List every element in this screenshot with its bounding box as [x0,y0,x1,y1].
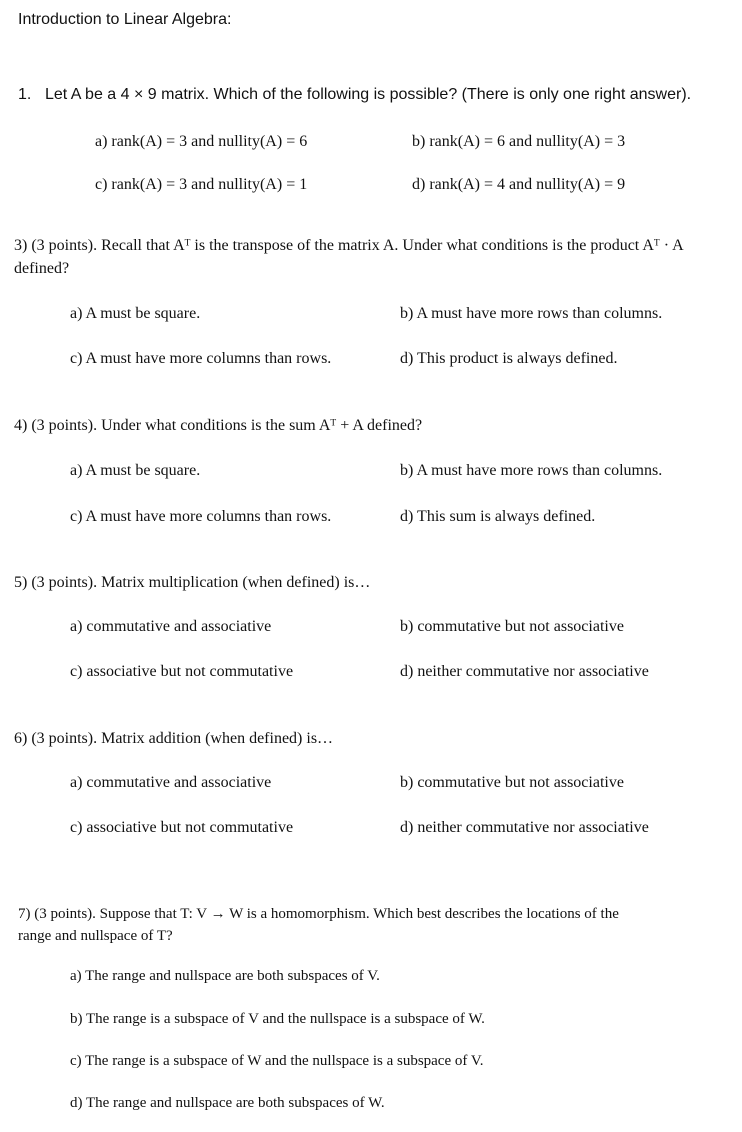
question-3-option-b[interactable]: b) A must have more rows than columns. [400,305,663,322]
question-6-prompt: 6) (3 points). Matrix addition (when defined) is… [14,730,334,747]
question-7-prompt-line-2: range and nullspace of T? [18,928,173,944]
question-6-option-c[interactable]: c) associative but not commutative [70,819,294,836]
question-3-option-d[interactable]: d) This product is always defined. [400,350,618,367]
question-3-option-c[interactable]: c) A must have more columns than rows. [70,350,332,367]
question-3-option-a[interactable]: a) A must be square. [70,305,201,322]
question-1-prompt: Let A be a 4 × 9 matrix. Which of the following is possible? (There is only one right answer). [45,86,692,103]
question-3-prompt-line-1: 3) (3 points). Recall that Aᵀ is the transpose of the matrix A. Under what conditions is the product Aᵀ · A [14,237,684,254]
question-1-option-c[interactable]: c) rank(A) = 3 and nullity(A) = 1 [95,176,308,193]
question-5-prompt: 5) (3 points). Matrix multiplication (when defined) is… [14,574,371,591]
question-4-option-a[interactable]: a) A must be square. [70,462,201,479]
question-5-option-c[interactable]: c) associative but not commutative [70,663,294,680]
question-7-option-a[interactable]: a) The range and nullspace are both subspaces of V. [70,968,380,984]
question-7-option-d[interactable]: d) The range and nullspace are both subspaces of W. [70,1095,385,1111]
question-7-prompt-line-1: 7) (3 points). Suppose that T: V → W is a homomorphism. Which best describes the locations of the [18,906,619,922]
question-1-option-a[interactable]: a) rank(A) = 3 and nullity(A) = 6 [95,133,308,150]
question-6-option-a[interactable]: a) commutative and associative [70,774,272,791]
question-7-option-c[interactable]: c) The range is a subspace of W and the nullspace is a subspace of V. [70,1053,484,1069]
question-6-option-d[interactable]: d) neither commutative nor associative [400,819,649,836]
question-5-option-d[interactable]: d) neither commutative nor associative [400,663,649,680]
question-5-option-a[interactable]: a) commutative and associative [70,618,272,635]
question-4-option-c[interactable]: c) A must have more columns than rows. [70,508,332,525]
question-7-option-b[interactable]: b) The range is a subspace of V and the nullspace is a subspace of W. [70,1011,485,1027]
page-title: Introduction to Linear Algebra: [18,11,232,28]
question-3-prompt-line-2: defined? [14,260,70,277]
question-1-option-b[interactable]: b) rank(A) = 6 and nullity(A) = 3 [412,133,626,150]
question-4-prompt: 4) (3 points). Under what conditions is the sum Aᵀ + A defined? [14,417,423,434]
question-5-option-b[interactable]: b) commutative but not associative [400,618,624,635]
question-6-option-b[interactable]: b) commutative but not associative [400,774,624,791]
question-1-option-d[interactable]: d) rank(A) = 4 and nullity(A) = 9 [412,176,626,193]
question-4-option-b[interactable]: b) A must have more rows than columns. [400,462,663,479]
question-4-option-d[interactable]: d) This sum is always defined. [400,508,596,525]
question-1-number: 1. [18,86,32,103]
